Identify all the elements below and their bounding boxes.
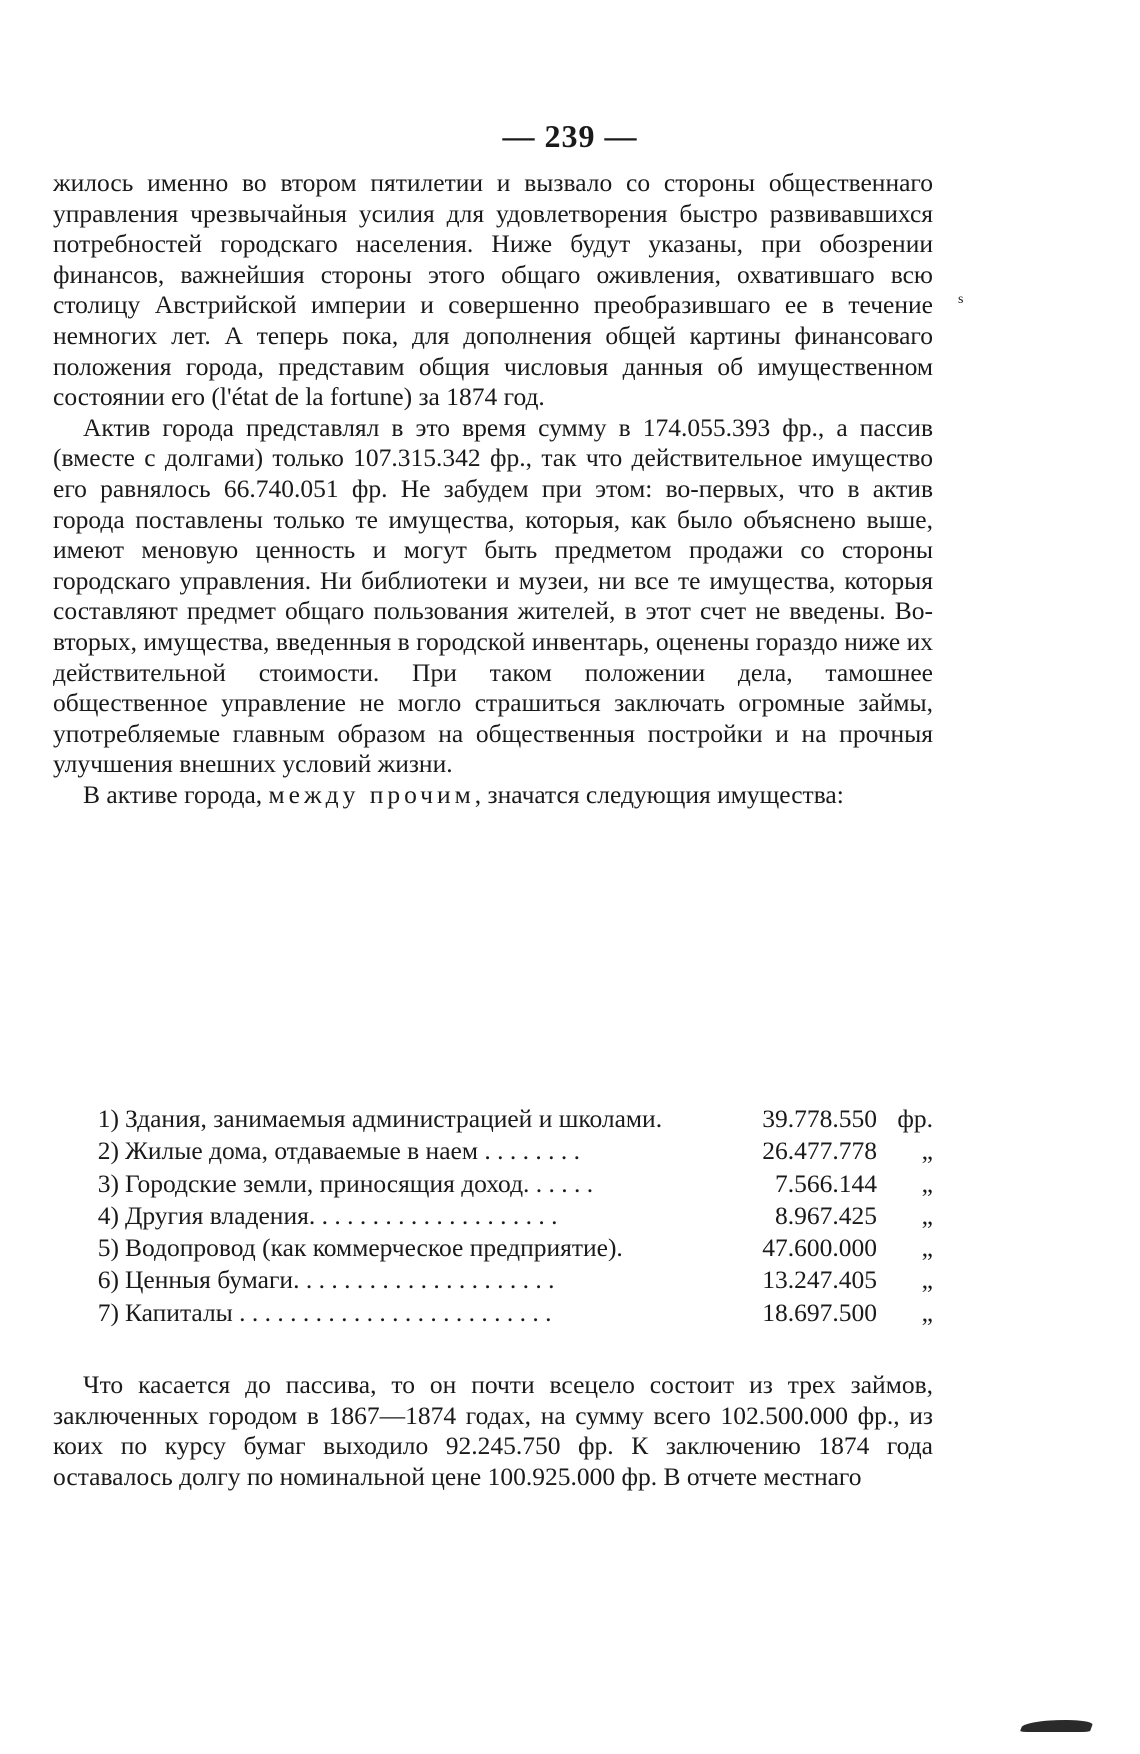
asset-value: 47.600.000 xyxy=(762,1233,877,1263)
margin-mark: s xyxy=(958,292,964,307)
asset-unit: „ xyxy=(921,1136,933,1166)
paragraph-assets-intro xyxy=(53,780,933,811)
asset-unit: фр. xyxy=(897,1104,933,1133)
asset-unit: „ xyxy=(921,1233,933,1263)
paragraph-assets-summary: Актив города представлял в это время сумму в 174.055.393 фр., а пассив (вместе с долгами) только 107.315.342 фр., так что действительное имущество его равнялось 66.740.051 фр. Не забудем при этом: во-первых, что в актив города поставлены только те имущества, которыя, как было объяснено выше, имеют меновую ценность и могут быть предметом продажи со стороны городскаго управления. Ни библиотеки и музеи, ни все те имущества, которыя составляют предмет общаго пользования жителей, в этот счет не введены. Во-вторых, имущества, введенныя в городской инвентарь, оценены гораздо ниже их действительной стоимости. При таком положении дела, тамошнее общественное управление не могло страшиться заключать огромные займы, употребляемые главным образом на общественныя постройки и на прочныя улучшения внешних условий жизни. xyxy=(53,412,933,779)
asset-label: Здания, занимаемыя администрацией и школами. xyxy=(125,1104,663,1133)
asset-unit: „ xyxy=(921,1297,933,1327)
asset-label: Городские земли, приносящия доход. . . . . . xyxy=(125,1168,594,1198)
assets-list xyxy=(83,1103,933,1329)
asset-unit: „ xyxy=(921,1200,933,1230)
asset-number: 5) xyxy=(97,1233,119,1263)
asset-number: 6) xyxy=(97,1265,119,1295)
paragraph-continuation: жилось именно во втором пятилетии и вызвало со стороны общественнаго управления чрезвычайныя усилия для удовлетворения быстро развивавшихся потребностей городскаго населения. Ниже будут указаны, при обозрении финансов, важнейшия стороны этого общаго оживления, охватившаго всю столицу Австрийской империи и совершенно преобразившаго ее в течение немногих лет. А теперь пока, для дополнения общей картины финансоваго положения города, представим общия числовыя данныя об имущественном состоянии его (l'état de la fortune) за 1874 год. xyxy=(53,168,933,412)
asset-label: Ценныя бумаги. . . . . . . . . . . . . . . . . . . . . xyxy=(125,1265,555,1295)
scan-smudge xyxy=(1020,1720,1094,1732)
page-number: — 239 — xyxy=(502,118,638,154)
asset-row xyxy=(83,1232,933,1264)
asset-row xyxy=(83,1168,933,1200)
main-text-top xyxy=(53,168,933,810)
asset-row xyxy=(83,1135,933,1167)
assets-intro-before: В активе города, xyxy=(83,779,263,809)
asset-label: Водопровод (как коммерческое предприятие). xyxy=(125,1233,623,1263)
asset-number: 1) xyxy=(97,1104,119,1133)
paragraph-liabilities: Что касается до пассива, то он почти всецело состоит из трех займов, заключенных городом в 1867—1874 годах, на сумму всего 102.500.000 фр., из коих по курсу бумаг выходило 92.245.750 фр. К заключению 1874 года оставалось долгу по номинальной цене 100.925.000 фр. В отчете местнаго xyxy=(53,1370,933,1491)
asset-number: 2) xyxy=(97,1136,119,1166)
asset-number: 3) xyxy=(97,1168,119,1198)
assets-intro-spaced: между прочим xyxy=(268,779,475,809)
asset-label: Другия владения. . . . . . . . . . . . . . . . . . . . xyxy=(125,1200,558,1230)
asset-row xyxy=(83,1297,933,1329)
asset-number: 7) xyxy=(97,1297,119,1327)
asset-unit: „ xyxy=(921,1168,933,1198)
asset-value: 13.247.405 xyxy=(762,1265,877,1295)
asset-row xyxy=(83,1200,933,1232)
asset-value: 8.967.425 xyxy=(775,1200,877,1230)
assets-intro-after: , значатся следующия имущества: xyxy=(474,779,844,809)
asset-row xyxy=(83,1103,933,1135)
asset-label: Капиталы . . . . . . . . . . . . . . . . . . . . . . . . . xyxy=(125,1297,552,1327)
asset-value: 26.477.778 xyxy=(762,1136,877,1166)
asset-label: Жилые дома, отдаваемые в наем . . . . . . . . xyxy=(125,1136,580,1166)
asset-value: 7.566.144 xyxy=(775,1168,877,1198)
asset-unit: „ xyxy=(921,1265,933,1295)
asset-value: 39.778.550 xyxy=(762,1104,877,1133)
asset-value: 18.697.500 xyxy=(762,1297,877,1327)
main-text-bottom xyxy=(53,1370,933,1492)
asset-row xyxy=(83,1264,933,1296)
asset-number: 4) xyxy=(97,1200,119,1230)
